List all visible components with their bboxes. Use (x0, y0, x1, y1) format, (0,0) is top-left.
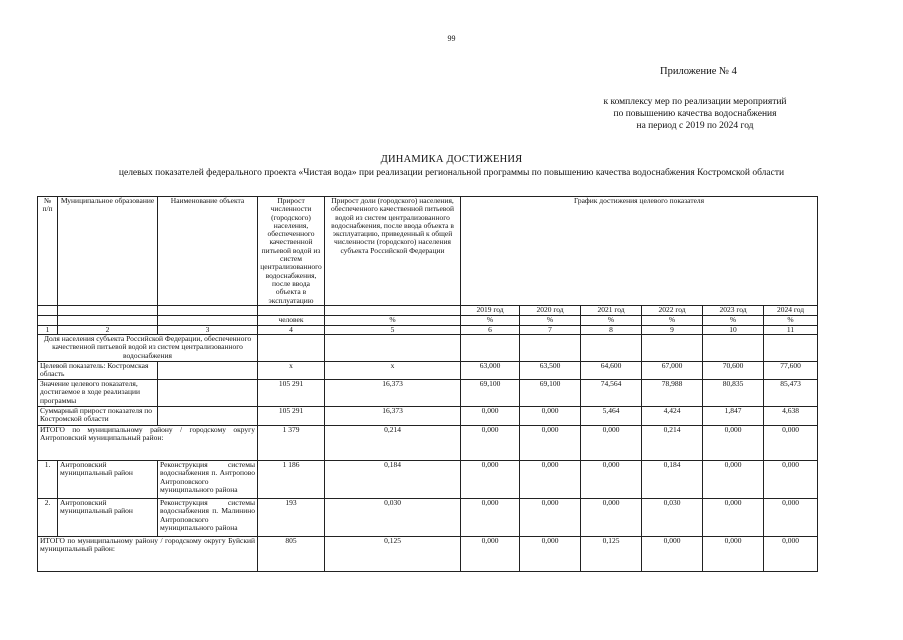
column-numbers-row (38, 325, 818, 334)
object-row (38, 461, 818, 499)
header-schedule: График достижения целевого показателя (461, 197, 818, 306)
row-municipality: Антроповский муниципальный район (58, 499, 158, 537)
year-value: 78,988 (642, 380, 703, 407)
pct-value: 0,184 (325, 461, 461, 499)
year-value: 85,473 (764, 380, 818, 407)
header-num: № п/п (38, 197, 58, 306)
column-number: 3 (158, 325, 258, 334)
year-header: 2022 год (642, 305, 703, 315)
column-number: 10 (703, 325, 764, 334)
pct-value: 0,125 (325, 537, 461, 572)
row-object: Реконструкция системы водоснабжения п. Антропово Антроповского муниципального района (158, 461, 258, 499)
row-number: 2. (38, 499, 58, 537)
year-value: 69,100 (520, 380, 581, 407)
year-value: 63,500 (520, 362, 581, 380)
year-value: 0,000 (703, 461, 764, 499)
table-header-row (38, 197, 818, 306)
header-municipality: Муниципальное образование (58, 197, 158, 306)
year-value: 0,000 (461, 407, 520, 426)
people-value: 1 186 (258, 461, 325, 499)
pct-value: 0,030 (325, 499, 461, 537)
year-value: 4,638 (764, 407, 818, 426)
column-number: 9 (642, 325, 703, 334)
unit-pct: % (764, 315, 818, 325)
people-value: х (258, 362, 325, 380)
year-value: 0,000 (703, 537, 764, 572)
year-value: 0,000 (461, 426, 520, 461)
unit-pct: % (520, 315, 581, 325)
year-value: 0,000 (581, 461, 642, 499)
people-value: 193 (258, 499, 325, 537)
page-number: 99 (447, 34, 456, 43)
year-header: 2019 год (461, 305, 520, 315)
year-value: 0,000 (764, 461, 818, 499)
year-value: 0,214 (642, 426, 703, 461)
year-header: 2021 год (581, 305, 642, 315)
row-number: 1. (38, 461, 58, 499)
year-value: 0,030 (642, 499, 703, 537)
people-value: 805 (258, 537, 325, 572)
year-value: 80,835 (703, 380, 764, 407)
year-value: 0,000 (520, 426, 581, 461)
year-value: 0,000 (703, 426, 764, 461)
column-number: 7 (520, 325, 581, 334)
document-title: ДИНАМИКА ДОСТИЖЕНИЯ (380, 154, 523, 165)
year-value: 67,000 (642, 362, 703, 380)
year-value: 0,000 (764, 426, 818, 461)
indicators-table (37, 196, 818, 572)
appendix-desc-line: на период с 2019 по 2024 год (636, 121, 754, 131)
year-value: 0,000 (703, 499, 764, 537)
object-row (38, 499, 818, 537)
year-value: 0,000 (581, 426, 642, 461)
row-object: Реконструкция системы водоснабжения п. Малинино Антроповского муниципального района (158, 499, 258, 537)
year-value: 0,000 (764, 499, 818, 537)
year-value: 0,125 (581, 537, 642, 572)
year-value: 0,000 (520, 499, 581, 537)
year-value: 0,000 (461, 499, 520, 537)
year-value: 0,000 (642, 537, 703, 572)
year-header: 2020 год (520, 305, 581, 315)
unit-pct: % (703, 315, 764, 325)
column-number: 8 (581, 325, 642, 334)
people-value: 105 291 (258, 380, 325, 407)
column-number: 4 (258, 325, 325, 334)
table-row (38, 362, 818, 380)
row-label: Значение целевого показателя, достигаемое в ходе реализации программы (38, 380, 158, 407)
unit-pct: % (461, 315, 520, 325)
column-number: 5 (325, 325, 461, 334)
year-value: 0,000 (581, 499, 642, 537)
column-number: 2 (58, 325, 158, 334)
district-total-label: ИТОГО по муниципальному району / городскому округу Антроповский муниципальный район: (38, 426, 258, 461)
year-value: 0,000 (520, 407, 581, 426)
year-value: 0,000 (764, 537, 818, 572)
header-population-growth: Прирост численности (городского) населения, обеспеченного качественной питьевой водой из систем централизованного водоснабжения, после ввода объекта в эксплуатацию (258, 197, 325, 306)
years-row (38, 305, 818, 315)
year-value: 0,000 (520, 537, 581, 572)
table-row (38, 380, 818, 407)
people-value: 1 379 (258, 426, 325, 461)
year-value: 0,000 (520, 461, 581, 499)
district-total-label: ИТОГО по муниципальному району / городскому округу Буйский муниципальный район: (38, 537, 258, 572)
section-label-row (38, 335, 818, 362)
year-value: 0,000 (461, 537, 520, 572)
year-value: 70,600 (703, 362, 764, 380)
column-number: 6 (461, 325, 520, 334)
row-label: Суммарный прирост показателя по Костромской области (38, 407, 158, 426)
units-row (38, 315, 818, 325)
year-value: 0,000 (461, 461, 520, 499)
row-municipality: Антроповский муниципальный район (58, 461, 158, 499)
year-value: 77,600 (764, 362, 818, 380)
year-value: 63,000 (461, 362, 520, 380)
year-value: 69,100 (461, 380, 520, 407)
header-share-growth: Прирост доли (городского) населения, обеспеченного качественной питьевой водой из систем централизованного водоснабжения, после ввода объекта в эксплуатацию, приведенный к общей численности (городского) населения субъекта Российской Федерации (325, 197, 461, 306)
district-total-row (38, 537, 818, 572)
column-number: 11 (764, 325, 818, 334)
year-value: 4,424 (642, 407, 703, 426)
pct-value: 0,214 (325, 426, 461, 461)
year-value: 0,184 (642, 461, 703, 499)
column-number: 1 (38, 325, 58, 334)
year-header: 2023 год (703, 305, 764, 315)
table-row (38, 407, 818, 426)
header-object: Наименование объекта (158, 197, 258, 306)
people-value: 105 291 (258, 407, 325, 426)
year-value: 64,600 (581, 362, 642, 380)
section-label: Доля населения субъекта Российской Федерации, обеспеченного качественной питьевой водой из систем централизованного водоснабжения (38, 335, 258, 362)
year-value: 74,564 (581, 380, 642, 407)
year-header: 2024 год (764, 305, 818, 315)
district-total-row (38, 426, 818, 461)
document-subtitle: целевых показателей федерального проекта «Чистая вода» при реализации региональной программы по повышению качества водоснабжения Костромской области (118, 168, 785, 178)
pct-value: х (325, 362, 461, 380)
unit-pct: % (642, 315, 703, 325)
unit-people: человек (258, 315, 325, 325)
unit-pct: % (581, 315, 642, 325)
year-value: 1,847 (703, 407, 764, 426)
pct-value: 16,373 (325, 407, 461, 426)
appendix-title: Приложение № 4 (660, 66, 737, 77)
pct-value: 16,373 (325, 380, 461, 407)
unit-pct: % (325, 315, 461, 325)
appendix-desc-line: по повышению качества водоснабжения (613, 109, 777, 119)
year-value: 5,464 (581, 407, 642, 426)
row-label: Целевой показатель: Костромская область (38, 362, 158, 380)
appendix-description (560, 96, 830, 132)
appendix-desc-line: к комплексу мер по реализации мероприятий (603, 97, 787, 107)
